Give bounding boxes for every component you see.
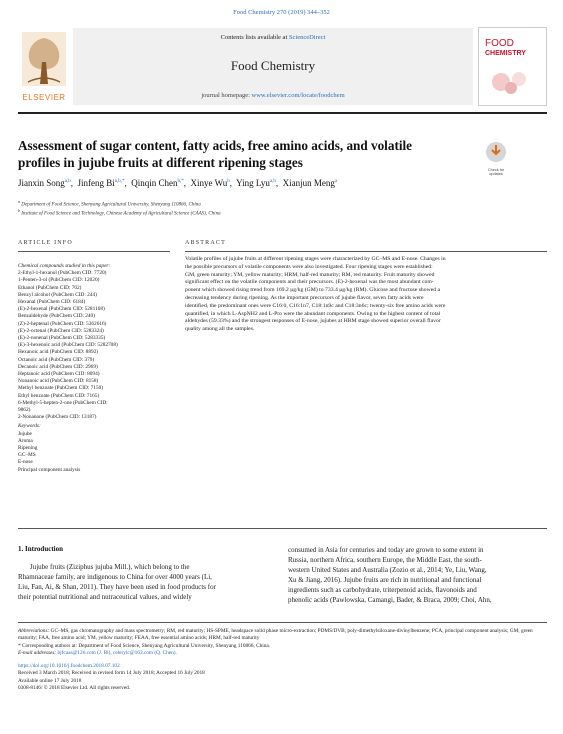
footnotes bbox=[18, 628, 547, 692]
author[interactable]: Qinqin Chen$^{b,*}$ bbox=[131, 178, 184, 188]
intro-line: phenolic acids (Pawlowska, Camangi, Bader, & Braca, 2009; Choi, Ahn, bbox=[288, 596, 492, 605]
author[interactable]: Ying Lyu$^{a,b}$ bbox=[236, 178, 276, 188]
abstract-line: Volatile profiles of jujube fruits at different ripening stages were characterized by GC–MS and E-nose. Changes in bbox=[185, 256, 446, 262]
keyword-item: Aroma bbox=[18, 437, 33, 444]
check-updates-icon bbox=[481, 141, 511, 163]
journal-citation[interactable]: Food Chemistry 270 (2019) 344–352 bbox=[233, 9, 330, 16]
keyword-item: Ripening bbox=[18, 445, 38, 452]
footnote-rule bbox=[18, 622, 547, 623]
elsevier-logo bbox=[18, 28, 70, 106]
article-title bbox=[18, 137, 448, 171]
intro-line: Jujube fruits (Ziziphus jujuba Mill.), which belong to the bbox=[30, 563, 190, 571]
compound-item: 2-Nonanone (PubChem CID: 13187) bbox=[18, 414, 97, 421]
compound-list bbox=[18, 270, 170, 421]
abstract-line: decreasing tendency during ripening. As the important precursors of jujube flavor, seven fatty acids were bbox=[185, 294, 424, 301]
keywords-heading: Keywords: bbox=[18, 423, 41, 430]
keyword-item: GC–MS bbox=[18, 452, 36, 459]
compound-item: Ethanol (PubChem CID: 702) bbox=[18, 284, 82, 291]
compound-item: Nonanoic acid (PubChem CID: 8158) bbox=[18, 378, 99, 385]
affiliation: $^a$ Department of Food Science, Shenyang Agricultural University, Shenyang 110866, China bbox=[18, 199, 201, 208]
compound-item: Ethyl benzoate (PubChem CID: 7165) bbox=[18, 392, 100, 399]
article-info-heading: ARTICLE INFO bbox=[18, 240, 73, 246]
compound-item: Hexanoic acid (PubChem CID: 8892) bbox=[18, 349, 99, 356]
corresponding-author: * Corresponding authors at: Department of Food Science, Shenyang Agricultural University, Shenyang 110866, China. bbox=[18, 642, 271, 649]
intro-heading: 1. Introduction bbox=[18, 545, 63, 553]
keyword-item: Jujube bbox=[18, 430, 32, 437]
affiliation: $^b$ Institute of Food Science and Technology, Chinese Academy of Agricultural Science (CAAS), China bbox=[18, 208, 221, 217]
journal-title: Food Chemistry bbox=[230, 58, 316, 73]
cover-title-line1: FOOD bbox=[485, 38, 514, 49]
intro-left-column bbox=[18, 562, 270, 602]
homepage-prefix: journal homepage: bbox=[201, 92, 252, 99]
copyright: 0308-8146/ © 2018 Elsevier Ltd. All rights reserved. bbox=[18, 685, 131, 692]
compound-item: 2-Ethyl-1-hexanol (PubChem CID: 7720) bbox=[18, 270, 107, 277]
homepage-line bbox=[73, 92, 473, 99]
intro-line: Xu & Jiang, 2016). Jujube fruits are rich in nutritional and functional bbox=[288, 576, 482, 585]
sciencedirect-link[interactable]: ScienceDirect bbox=[288, 34, 326, 41]
intro-line: Russia, northern Africa, southern Europe, the Middle East, the south- bbox=[288, 556, 482, 565]
compound-item: 9862) bbox=[18, 407, 31, 414]
compound-item: (E)-2-hexenal (PubChem CID: 5281168) bbox=[18, 306, 105, 313]
abstract-line: ponent which showed rising trend from 169.2 μg/kg (GM) to 733.4 μg/kg (RM). Glucose and fructose showed a bbox=[185, 287, 441, 294]
abstract-line: significant effect on the volatile components and their precursors. (E)-2-hexenal was the most abundant com- bbox=[185, 279, 434, 286]
intro-line: their potential nutritional and nutraceutical values, and widely bbox=[18, 593, 192, 602]
homepage-link[interactable]: www.elsevier.com/locate/foodchem bbox=[251, 92, 345, 99]
abstract-heading: ABSTRACT bbox=[185, 240, 226, 246]
abstract-rule bbox=[185, 251, 547, 252]
title-line: Assessment of sugar content, fatty acids, free amino acids, and volatile bbox=[18, 138, 413, 153]
journal-banner bbox=[73, 28, 473, 105]
article-info-rule bbox=[18, 251, 170, 252]
author[interactable]: Xinye Wu$^b$ bbox=[190, 178, 230, 188]
compound-item: Decanoic acid (PubChem CID: 2969) bbox=[18, 363, 98, 370]
abstract-line: aldehydes (59.33%) and the strongest responses of E-nose, jujubes at HRM stage showed superior overall flavor bbox=[185, 318, 441, 325]
intro-right-column bbox=[288, 545, 547, 606]
author[interactable]: Jinfeng $Bi^{a,b,*}$ bbox=[77, 178, 125, 188]
abstract-text bbox=[185, 256, 547, 334]
contents-prefix: Contents lists available at bbox=[220, 34, 289, 41]
section-rule bbox=[18, 528, 547, 529]
compound-item: Heptanoic acid (PubChem CID: 8094) bbox=[18, 371, 100, 378]
check-for-updates-badge[interactable] bbox=[481, 141, 511, 176]
abstract-line: the possible precursors of volatile components were also investigated. Four ripening stages were established: bbox=[185, 263, 433, 270]
compound-item: (E)-2-nonenal (PubChem CID: 5283335) bbox=[18, 335, 106, 342]
journal-cover bbox=[478, 27, 547, 106]
contents-line bbox=[73, 34, 473, 41]
email-links[interactable]: bjfcaas@126.com (J. Bi), celerylc@163.com (Q. Chen). bbox=[56, 649, 177, 656]
compound-item: (E)-2-octenal (PubChem CID: 5283324) bbox=[18, 327, 104, 334]
compound-item: (E)-3-hexenoic acid (PubChem CID: 5282708) bbox=[18, 342, 118, 349]
keyword-item: E-nose bbox=[18, 459, 33, 466]
cover-art-icon bbox=[487, 66, 537, 96]
intro-line: consumed in Asia for centuries and today are grown to some extent in bbox=[288, 546, 484, 554]
badge-line2: updates bbox=[489, 172, 503, 176]
compound-item: 6-Methyl-5-hepten-2-one (PubChem CID: bbox=[18, 399, 108, 406]
cover-title-line2: CHEMISTRY bbox=[485, 50, 526, 57]
author[interactable]: Xianjun Meng$^a$ bbox=[282, 178, 338, 188]
article-info-panel bbox=[18, 263, 170, 474]
intro-line: Liu, Fan, Ai, & Shan, 2011). They have been used in food products for bbox=[18, 583, 216, 592]
compound-item: Methyl benzoate (PubChem CID: 7150) bbox=[18, 385, 104, 392]
doi-link[interactable]: https://doi.org/10.1016/j.foodchem.2018.07.102 bbox=[18, 663, 120, 670]
compound-item: Benzaldehyde (PubChem CID: 240) bbox=[18, 313, 95, 320]
publisher-name: ELSEVIER bbox=[22, 93, 66, 102]
abbreviations: Abbreviations: GC–MS, gas chromatography and mass spectrometry; RM, red maturity; HS-SPME, headspace solid phase micro-extraction; PDMS/DVB, poly-dimethylsiloxane-divinylbenzene; PCA, principal component analysis; GM, green maturity; FAA, free amino acid; YM, yellow maturity; FEAA, free essential amino acids; HRM, half-red maturity bbox=[18, 628, 533, 642]
abstract-line: identified, the predominant ones were C16:0, C16:1n7, C18:1n9c and C18:3n6c; twenty-six free amino acids were bbox=[185, 302, 446, 309]
online-date: Available online 17 July 2018 bbox=[18, 677, 82, 684]
keyword-list bbox=[18, 431, 170, 474]
author[interactable]: Jianxin Song$^{a,b}$ bbox=[18, 178, 71, 188]
compound-item: 1-Penten-3-ol (PubChem CID: 12020) bbox=[18, 277, 100, 284]
title-line: profiles in jujube fruits at different ripening stages bbox=[18, 155, 303, 170]
abstract-line: GM, green maturity; YM, yellow maturity; HRM, half-red maturity; RM, red maturity. Fruit maturity showed bbox=[185, 271, 435, 278]
intro-line: ingredients such as carbohydrate, triterpenoid acids, flavonoids and bbox=[288, 586, 477, 595]
abstract-line: quantified, in which L-AspNH2 and L-Pro were the abundant components. Owing to the highest content of total bbox=[185, 310, 441, 317]
header-rule bbox=[18, 112, 547, 114]
badge-line1: Check for bbox=[487, 168, 505, 172]
abstract-line: quality among all the samples. bbox=[185, 326, 255, 333]
compound-item: Octanoic acid (PubChem CID: 379) bbox=[18, 356, 95, 363]
author-list: Jianxin Song$^{a,b}$, Jinfeng $Bi^{a,b,*}$, Qinqin Chen$^{b,*}$, Xinye Wu$^b$, Ying Lyu$^{a,b}$, Xianjun Meng$^a$ bbox=[18, 178, 338, 188]
intro-line: western United States and Australia (Zozio et al., 2014; Ye, Liu, Wang, bbox=[288, 566, 487, 575]
compound-item: Hexanal (PubChem CID: 6184) bbox=[18, 299, 86, 306]
compound-item: Benzyl alcohol (PubChem CID: 244) bbox=[18, 291, 97, 298]
intro-line: Rhamnaceae family, are indigenous to China for over 4000 years (Li, bbox=[18, 573, 212, 582]
compounds-heading: Chemical compounds studied in this paper: bbox=[18, 263, 111, 269]
email-line: E-mail addresses: bjfcaas@126.com (J. Bi), celerylc@163.com (Q. Chen). bbox=[18, 649, 177, 656]
received-dates: Received 3 March 2018; Received in revised form 14 July 2018; Accepted 16 July 2018 bbox=[18, 670, 205, 677]
compound-item: (Z)-2-heptenal (PubChem CID: 5362616) bbox=[18, 320, 107, 327]
keyword-item: Principal component analysis bbox=[18, 466, 81, 473]
